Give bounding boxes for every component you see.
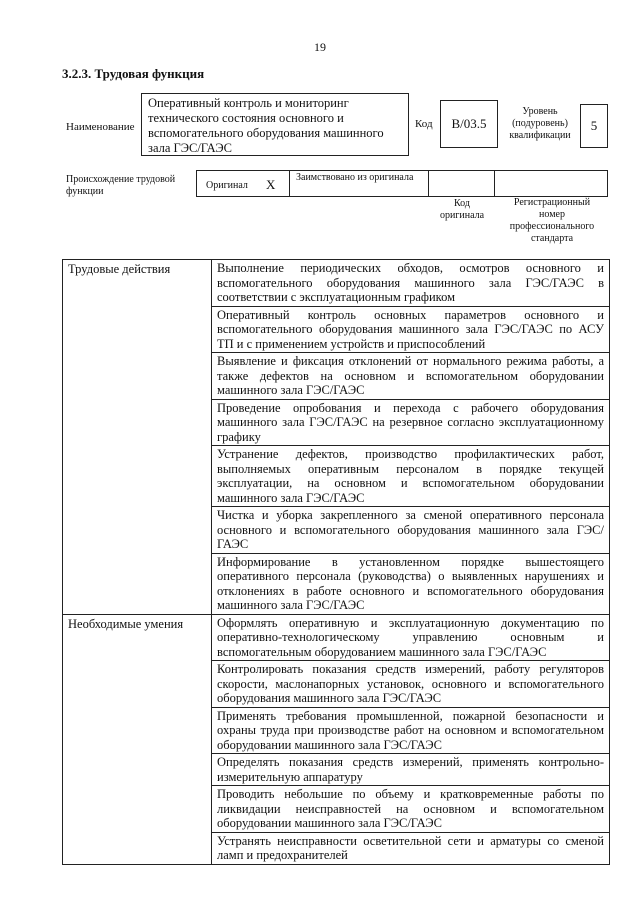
origin-divider-1 — [289, 170, 290, 197]
table-row — [63, 260, 610, 307]
function-name-box — [141, 93, 409, 156]
original-mark: X — [266, 177, 276, 192]
table-cell-item: Определять показания средств измерений, применять контрольно-измерительную аппаратуру — [212, 754, 610, 786]
borrowed-label: Заимствовано из оригинала — [296, 172, 414, 183]
function-name-text: Оперативный контроль и мониторинг технического состояния основного и вспомогательного оборудования машинного зала ГЭС/ГАЭС — [148, 96, 384, 155]
table-cell-item: Оформлять оперативную и эксплуатационную документацию по оперативно-технологическому управлению основным и вспомогательным оборудованием машинного зала ГЭС/ГАЭС — [212, 614, 610, 661]
level-value-box — [580, 104, 608, 148]
table-cell-item: Устранять неисправности осветительной сети и арматуры со сменой ламп и предохранителей — [212, 832, 610, 864]
function-table — [62, 259, 610, 865]
code-value: B/03.5 — [451, 116, 487, 131]
table-cell-item: Выполнение периодических обходов, осмотров основного и вспомогательного оборудования машинного зала ГЭС/ГАЭС в соответствии с эксплуатационным графиком — [212, 260, 610, 307]
table-cell-item: Контролировать показания средств измерений, работу регуляторов скорости, маслонапорных установок, основного и вспомогательного оборудования машинного зала ГЭС/ГАЭС — [212, 661, 610, 708]
table-cell-item: Чистка и уборка закрепленного за сменой оперативного персонала основного и вспомогательного оборудования машинного зала ГЭС/ГАЭС — [212, 507, 610, 554]
table-cell-item: Информирование в установленном порядке вышестоящего оперативного персонала (руководства) о выявленных нарушениях и отклонениях в работе основного и вспомогательного оборудования машинного зала ГЭС/ГАЭС — [212, 553, 610, 614]
table-cell-item: Устранение дефектов, производство профилактических работ, выполняемых оперативным персоналом в порядке текущей эксплуатации, на основном и вспомогательном оборудовании машинного зала ГЭС/ГАЭС — [212, 446, 610, 507]
name-label: Наименование — [66, 121, 135, 133]
origin-divider-2 — [428, 170, 429, 197]
table-cell-item: Проведение опробования и перехода с рабочего оборудования машинного зала ГЭС/ГАЭС на резервное согласно эксплуатационному графику — [212, 399, 610, 446]
required-skills-label: Необходимые умения — [63, 614, 212, 864]
section-title: 3.2.3. Трудовая функция — [62, 66, 205, 81]
original-label: Оригинал — [206, 180, 248, 191]
table-row — [63, 614, 610, 661]
table-cell-item: Оперативный контроль основных параметров основного и вспомогательного оборудования машинного зала ГЭС/ГАЭС по АСУ ТП и с применением устройств и приспособлений — [212, 306, 610, 353]
table-cell-item: Применять требования промышленной, пожарной безопасности и охраны труда при производстве работ на основном и вспомогательном оборудовании машинного зала ГЭС/ГАЭС — [212, 707, 610, 754]
labor-actions-label: Трудовые действия — [63, 260, 212, 615]
code-original-caption: Код оригинала — [439, 198, 485, 221]
table-cell-item: Проводить небольшие по объему и кратковременные работы по ликвидации неисправностей на основном и вспомогательном оборудовании машинного зала ГЭС/ГАЭС — [212, 786, 610, 833]
registration-number-caption: Регистрационный номер профессионального стандарта — [509, 197, 595, 244]
table-cell-item: Выявление и фиксация отклонений от нормального режима работы, а также дефектов на основном и вспомогательном оборудовании машинного зала ГЭС/ГАЭС — [212, 353, 610, 400]
page-number: 19 — [314, 40, 326, 54]
level-value: 5 — [590, 118, 598, 133]
code-value-box — [440, 100, 498, 148]
level-label: Уровень (подуровень) квалификации — [509, 106, 571, 141]
code-label: Код — [415, 118, 433, 130]
origin-label: Происхождение трудовой функции — [66, 174, 176, 197]
origin-divider-3 — [494, 170, 495, 197]
